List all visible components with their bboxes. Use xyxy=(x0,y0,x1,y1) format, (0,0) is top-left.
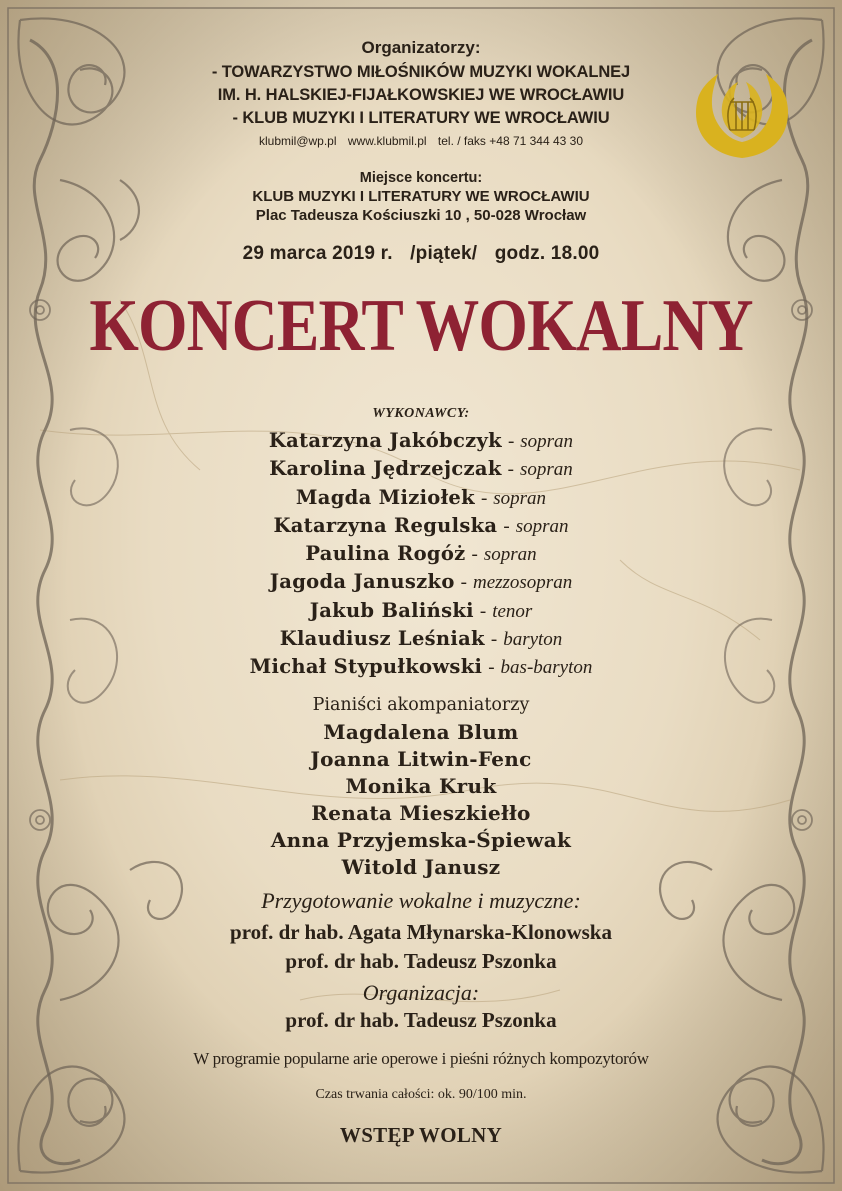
pianist-name: Joanna Litwin-Fenc xyxy=(310,747,532,771)
performer-voice: baryton xyxy=(503,629,563,651)
performer-dash: - xyxy=(479,600,487,622)
duration-note: Czas trwania całości: ok. 90/100 min. xyxy=(315,1087,527,1102)
event-weekday: /piątek/ xyxy=(410,243,478,264)
pianists-heading: Pianiści akompaniatorzy xyxy=(312,695,530,715)
performer-voice: mezzosopran xyxy=(472,572,573,594)
contact-email[interactable]: klubmil@wp.pl xyxy=(258,134,337,148)
performer-row xyxy=(0,597,842,625)
performer-dash: - xyxy=(471,544,478,566)
performer-row xyxy=(0,484,842,512)
performer-dash: - xyxy=(490,629,498,651)
entry-note: WSTĘP WOLNY xyxy=(339,1123,503,1147)
performer-row xyxy=(0,568,842,596)
performer-voice: sopran xyxy=(519,459,573,481)
performer-row xyxy=(0,427,842,455)
organizer-line-2: IM. H. HALSKIEJ-FIJAŁKOWSKIEJ WE WROCŁAWIU xyxy=(217,86,625,104)
organization-name: prof. dr hab. Tadeusz Pszonka xyxy=(285,1008,557,1032)
performer-dash: - xyxy=(460,572,467,594)
event-datetime xyxy=(0,243,842,265)
contact-website[interactable]: www.klubmil.pl xyxy=(347,134,427,148)
event-title: KONCERT WOKALNY xyxy=(89,285,753,367)
organizer-line-1: - TOWARZYSTWO MIŁOŚNIKÓW MUZYKI WOKALNEJ xyxy=(211,63,631,81)
performer-name: Jakub Baliński xyxy=(309,598,474,622)
performer-row xyxy=(0,625,842,653)
performer-dash: - xyxy=(507,431,515,452)
pianist-name: Anna Przyjemska-Śpiewak xyxy=(270,828,572,852)
organizers-heading: Organizatorzy: xyxy=(361,38,481,57)
contact-phone: tel. / faks +48 71 344 43 30 xyxy=(437,134,584,148)
pianist-name: Monika Kruk xyxy=(345,774,497,798)
performer-name: Karolina Jędrzejczak xyxy=(269,457,502,481)
performer-dash: - xyxy=(488,657,495,679)
pianist-name: Witold Janusz xyxy=(341,855,501,879)
performer-voice: tenor xyxy=(492,600,533,622)
performer-row xyxy=(0,455,842,483)
performer-dash: - xyxy=(507,459,514,481)
performer-voice: sopran xyxy=(483,544,537,566)
venue-name: KLUB MUZYKI I LITERATURY WE WROCŁAWIU xyxy=(252,188,590,205)
venue-heading: Miejsce koncertu: xyxy=(359,170,483,186)
performer-name: Jagoda Januszko xyxy=(269,570,455,594)
performer-row xyxy=(0,512,842,540)
performer-voice: sopran xyxy=(493,487,547,509)
performer-voice: bas-baryton xyxy=(500,657,593,679)
preparation-name-1: prof. dr hab. Agata Młynarska-Klonowska xyxy=(230,920,612,944)
performers-list xyxy=(0,427,842,682)
performer-dash: - xyxy=(480,487,488,509)
pianists-list xyxy=(0,719,842,881)
performer-name: Magda Miziołek xyxy=(295,485,475,509)
venue-address: Plac Tadeusza Kościuszki 10 , 50-028 Wrocław xyxy=(255,207,587,224)
contact-line xyxy=(0,134,842,148)
event-date: 29 marca 2019 r. xyxy=(242,243,393,264)
performer-row xyxy=(0,540,842,568)
preparation-name-2: prof. dr hab. Tadeusz Pszonka xyxy=(285,949,557,973)
organization-heading: Organizacja: xyxy=(362,980,480,1005)
performers-heading: WYKONAWCY: xyxy=(372,406,470,421)
pianist-name: Renata Mieszkiełło xyxy=(311,801,531,825)
performer-name: Klaudiusz Leśniak xyxy=(279,627,485,651)
performer-name: Katarzyna Jakóbczyk xyxy=(268,429,502,452)
performer-row xyxy=(0,653,842,681)
organizer-line-3: - KLUB MUZYKI I LITERATURY WE WROCŁAWIU xyxy=(232,109,610,127)
performer-name: Paulina Rogóż xyxy=(305,542,466,566)
performer-dash: - xyxy=(503,515,510,537)
performer-voice: sopran xyxy=(515,515,569,537)
preparation-heading: Przygotowanie wokalne i muzyczne: xyxy=(261,888,581,913)
performer-name: Katarzyna Regulska xyxy=(273,513,498,537)
program-note: W programie popularne arie operowe i pieśni różnych kompozytorów xyxy=(193,1049,649,1068)
event-time: godz. 18.00 xyxy=(494,243,600,264)
pianist-name: Magdalena Blum xyxy=(323,720,519,744)
performer-name: Michał Stypułkowski xyxy=(249,655,483,679)
performer-voice: sopran xyxy=(520,431,574,452)
